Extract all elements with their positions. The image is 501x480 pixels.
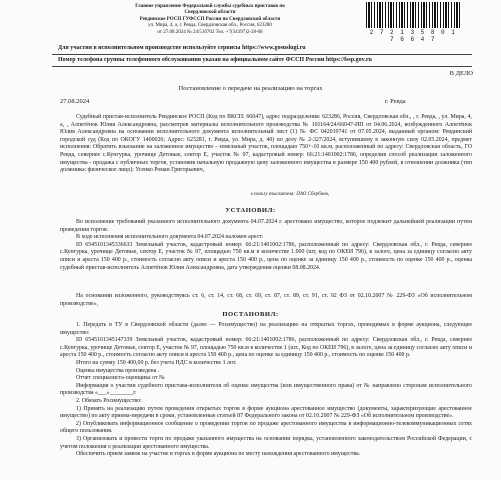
resolved-paragraph: Отчет специалиста-оценщика от № — [76, 375, 165, 382]
divider — [52, 66, 472, 67]
resolved-paragraph: Итого на сумму 150 400,00 р. без учета НДС в количестве 1 лот. — [76, 359, 237, 366]
resolved-paragraph: 1) Принять на реализацию путем проведения открытых торгов в форме аукциона арестованное имущество (документы, характеризующие арестованное имущество) по акту приема-передачи в сроки, установленные статьей 87 Федерального закона от 02.10.2007 № 229-ФЗ «Об исполнительном производстве». — [60, 405, 472, 420]
resolved-paragraph: 2) Опубликовать информационное сообщение о проведении торгов по продаже арестованного имущества в информационно-телекоммуникационных сетях общего пользования. — [60, 420, 472, 435]
header-line: Ревдинское РОСП ГУФССП России по Свердловской области — [139, 16, 281, 22]
divider — [52, 54, 472, 55]
basis-text: На основании изложенного, руководствуясь ст. 6, ст. 14, ст. 68, ст. 69, ст. 87, ст. 89, ст. 91, ст. 92 ФЗ от 02.10.2007 № 229-ФЗ «Об исполнительном производстве», — [60, 293, 472, 307]
phone-note: Номер телефона группы телефонного обслуживания указан на официальном сайте ФССП России https://fssp.gov.ru — [58, 57, 372, 63]
resolved-paragraph: 3) Организовать и провести торги по продаже указанного имущества на основании порядка, установленного законодательством Российской Федерации, с учетом положения о реализации арестованного имущества. — [60, 435, 472, 450]
resolved-section — [60, 322, 472, 459]
document-title: Постановление о передаче на реализацию на торгах — [178, 85, 323, 92]
resolved-paragraph: Информация о участии судебного пристава-исполнителя об оценке имущества (или имущественного права) от № направлено сторонам исполнительного производства «___»________г. — [60, 382, 472, 397]
header-line: от 27.08.2024 № 24/510702 Тел. +7(34397)2-28-08 — [157, 29, 263, 35]
established-paragraph: Во исполнение требований указанного исполнительного документа 04.07.2024 г. арестовано имущество, которое подлежит дальнейшей реализации путем проведения торгов. — [60, 219, 472, 233]
to-file-mark: В ДЕЛО — [449, 70, 473, 77]
header-line: Свердловской области — [184, 10, 236, 16]
intro-text: Судебный пристав-исполнитель Ревдинское РОСП (Код по ВКСП: 66047), адрес подразделения: 623286, Россия, Свердловская обл., , г. Ревда, , ул. Мира, 4, а, , Алпетёнок Юлия Александровна, рассмотрев материалы исполнительного производства № 101164/24/66047-ИП от 04.06.2024, возбужденного Алпетёнок Юлия Александровна на основании исполнительного документа исполнительный лист (1) № ФС 042019741 от 07.05.2024, выданный органом: Ревдинский городской суд (Код по ОКОГУ 1400026; Адрес: 623281, г. Ревда, ул. Мира, д. 40) по делу № 2-327/2024, вступившему в законную силу 02.05.2024, предмет исполнения: Обратить взыскание на заложенное имущество - земельный участок, площадью 750+-10 кв.м, расположенный по адресу: Свердловская область, ГО Ревда, севернее с.Кунгурка, урочище Детовые, сектор Е, участок № 97, кадастровый номер: 66:21:1401002:1786, определив способ реализации заложенного имущества - продажа с публичных торгов, установив начальную продажную цену заложенного имущества в размере 150 400 рублей, в отношении должника (тип должника: физическое лицо): Усенко Роман Григорьевич, — [60, 114, 472, 174]
resolved-paragraph: 2. Обязать Росимущество: — [76, 397, 142, 404]
creditor-line: в пользу взыскателя: ПАО Сбербанк, — [250, 192, 330, 197]
header-line: ул. Мира, 4, а, г. Ревда, Свердловская обл., Россия, 623280 — [148, 23, 272, 29]
document-date: 27.08.2024 — [60, 98, 90, 105]
barcode-bars — [366, 2, 460, 28]
resolved-paragraph: 1. Передать в ТУ в Свердловской области (далее — Росимущество) на реализацию на открытых торгах, проводимых в форме аукциона, следующее имущество: — [60, 322, 472, 336]
resolved-paragraph: Обеспечить прием заявок на участие в торгах в форме аукциона по месту нахождения арестованного имущества. — [76, 451, 361, 458]
established-heading: УСТАНОВИЛ: — [225, 207, 276, 214]
header-line: Главное управление Федеральной службы судебных приставов по — [135, 4, 285, 9]
access-note: Для участия в исполнительном производстве используйте сервисы https://www.gosuslugi.ru — [58, 45, 306, 51]
basis-paragraph — [60, 293, 472, 308]
resolved-heading: ПОСТАНОВИЛ: — [222, 311, 279, 318]
intro-paragraph — [60, 114, 472, 175]
established-section — [60, 219, 472, 272]
resolved-paragraph: Оценка имущества произведена . — [76, 367, 160, 374]
barcode — [366, 2, 460, 43]
resolved-paragraph: ID 6545101345147339 Земельный участок, кадастровый номер: 66:21:1401002:1786, расположенный по адресу: Свердловская обл., г. Ревда, севернее с.Кунгурка, урочище Детовые, сектор Е, участок № 97, площадью 750 кв.м в количестве 1 (шт., Код по ОКЕИ 796), в залоге, цена за единицу согласно акту описи и ареста 150 400 р., стоимость согласно акту описи и ареста 150 400 р., цена по оценке за единицу 150 400 р., стоимость по оценке 150 400 р. — [60, 337, 472, 359]
barcode-number: 2 7 2 1 3 5 8 0 1 7 6 6 4 7 — [369, 29, 457, 43]
issuing-office-header — [60, 4, 360, 36]
established-paragraph: ID 6545101345336633 Земельный участок, кадастровый номер: 66:21:1401002:1786, расположенный по адресу: Свердловская обл., г. Ревда, севернее с.Кунгурка, урочище Детовые, сектор Е, участок № 97, площадью 750 кв.м в количестве 1.000 (шт, код по ОКЕИ 796), в залоге, цена за единицу согласно акту описи и ареста 150 400 р., стоимость согласно акту описи и ареста 150 400 р., цена по оценке за единицу 150 400 р., стоимость по оценке 150 400 р., оценка судебный пристав-исполнитель Алпетёнок Юлия Александровна, дата утверждения оценки 08.08.2024. — [60, 241, 472, 271]
established-paragraph: В ходе исполнения исполнительного документа 04.07.2024 наложен арест: — [76, 234, 264, 241]
document-city: г. Ревда — [385, 98, 406, 105]
